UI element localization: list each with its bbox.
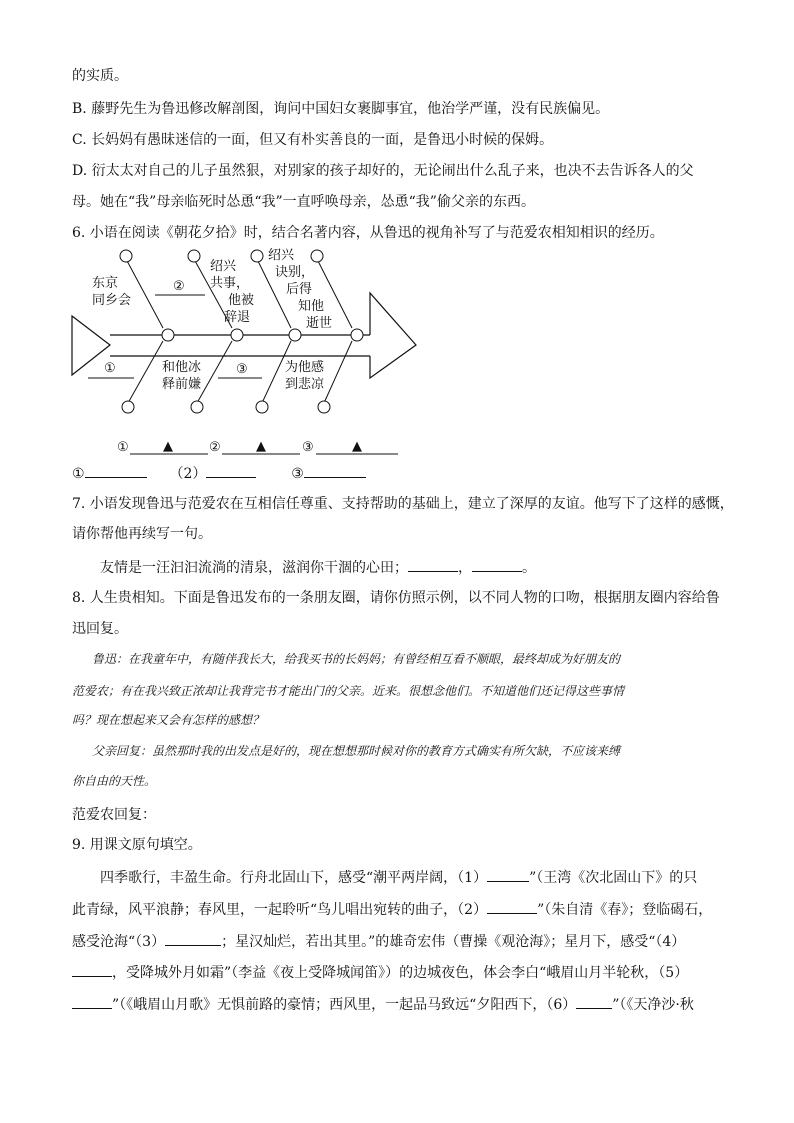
question-8-line1: 8. 人生贵相知。下面是鲁迅发布的一条朋友圈，请你仿照示例，以不同人物的口吻，根据朋友圈内容给鲁 bbox=[72, 590, 720, 606]
q9-blank-1[interactable] bbox=[487, 867, 529, 882]
triangle-1: ▲ bbox=[163, 439, 173, 454]
fishbone-diagram bbox=[0, 0, 794, 490]
branch-node bbox=[256, 401, 268, 413]
option-b: B. 藤野先生为鲁迅修改解剖图，询问中国妇女裹脚事宜，他治学严谨，没有民族偏见。 bbox=[72, 101, 610, 117]
q9-para-line4: ，受降城外月如霜”（李益《夜上受降城闻笛》）的边城夜色，体会李白“峨眉山月半轮秋，（5） bbox=[72, 962, 688, 982]
q9-para-line2: 此青绿，风平浪静；春风里，一起聆听“鸟儿唱出宛转的曲子，（2） ”（朱自清《春》；登临碣石， bbox=[72, 899, 712, 919]
question-6: 6. 小语在阅读《朝花夕拾》时，结合名著内容，从鲁迅的视角补写了与范爱农相知相识的经历。 bbox=[72, 225, 664, 241]
answer-label-3: ③ bbox=[291, 466, 304, 482]
label-tokyo: 东京同乡会 bbox=[92, 276, 132, 308]
branch-node bbox=[191, 401, 203, 413]
question-7-line1: 7. 小语发现鲁迅与范爱农在互相信任尊重、支持帮助的基础上，建立了深厚的友谊。他写下了这样的感慨， bbox=[72, 496, 734, 512]
q9-blank-5[interactable] bbox=[72, 994, 112, 1009]
label-blank-3: ③ bbox=[236, 362, 248, 377]
q9-blank-4[interactable] bbox=[72, 962, 112, 977]
moments-post-line2: 范爱农；有在我兴致正浓却让我背完书才能出门的父亲。近来。很想念他们。不知道他们还记得这些事情 bbox=[72, 684, 625, 698]
answer-blank-2[interactable] bbox=[206, 463, 256, 478]
branch-node bbox=[120, 250, 132, 262]
spine-node bbox=[351, 329, 363, 341]
father-reply-line2: 你自由的天性。 bbox=[72, 774, 157, 788]
answer-blank-1[interactable] bbox=[85, 463, 147, 478]
label-sorrow: 为他感到悲凉 bbox=[285, 360, 325, 392]
label-blank-2: ② bbox=[173, 279, 185, 294]
answer-label-2: （2） bbox=[169, 466, 207, 482]
branch-node bbox=[318, 401, 330, 413]
q9-blank-3[interactable] bbox=[165, 931, 221, 946]
spine-node bbox=[289, 329, 301, 341]
option-d-line1: D. 衍太太对自己的儿子虽然狠，对别家的孩子却好的，无论闹出什么乱子来，也决不去告诉各人的父 bbox=[72, 163, 694, 179]
answer-mark-3: ③ bbox=[302, 440, 314, 455]
fan-ainong-reply: 范爱农回复： bbox=[72, 807, 156, 823]
fish-head bbox=[370, 293, 416, 378]
label-shaoxing-work: 绍兴共事，他被辞退 bbox=[210, 259, 255, 325]
branch-node bbox=[251, 250, 263, 262]
answer-mark-1: ① bbox=[117, 440, 129, 455]
branch-node bbox=[188, 250, 200, 262]
label-reconcile: 和他冰释前嫌 bbox=[162, 360, 202, 392]
q9-para-line3: 感受沧海“（3） ；星汉灿烂，若出其里。”的雄奇宏伟（曹操《观沧海》；星月下，感受“（4） bbox=[72, 931, 685, 951]
triangle-2: ▲ bbox=[256, 439, 266, 454]
answer-label-1: ① bbox=[72, 466, 85, 482]
moments-post-line3: 吗？现在想起来又会有怎样的感想？ bbox=[72, 713, 265, 727]
option-d-line2: 母。她在“我”母亲临死时怂恿“我”一直呼唤母亲，怂恿“我”偷父亲的东西。 bbox=[72, 194, 535, 210]
q9-para-line5: ”（《峨眉山月歌》无惧前路的豪情；西风里，一起品马致远“夕阳西下，（6） ”（《天净沙·秋 bbox=[72, 994, 694, 1014]
q7-blank-1[interactable] bbox=[408, 557, 458, 572]
answer-mark-2: ② bbox=[209, 440, 221, 455]
option-c: C. 长妈妈有愚昧迷信的一面，但又有朴实善良的一面，是鲁迅小时候的保姆。 bbox=[72, 132, 554, 148]
branch-node bbox=[311, 250, 323, 262]
q9-blank-2[interactable] bbox=[487, 899, 537, 914]
question-7-prompt: 友情是一汪汩汩流淌的清泉，滋润你干涸的心田； ， 。 bbox=[100, 557, 536, 577]
label-blank-1: ① bbox=[104, 361, 116, 376]
q9-para-line1: 四季歌行，丰盈生命。行舟北固山下，感受“潮平两岸阔，（1） ”（王湾《次北固山下》的只 bbox=[100, 867, 697, 887]
answer-blank-3[interactable] bbox=[304, 463, 366, 478]
question-7-line2: 请你帮他再续写一句。 bbox=[72, 526, 212, 542]
question-8-line2: 迅回复。 bbox=[72, 621, 128, 637]
branch-node bbox=[122, 401, 134, 413]
question-9: 9. 用课文原句填空。 bbox=[72, 837, 202, 853]
spine-node bbox=[162, 329, 174, 341]
q9-blank-6[interactable] bbox=[576, 994, 612, 1009]
father-reply-line1: 父亲回复：虽然那时我的出发点是好的，现在想想那时候对你的教育方式确实有所欠缺，不应该来缚 bbox=[92, 744, 621, 758]
moments-post-line1: 鲁迅：在我童年中，有随伴我长大，给我买书的长妈妈；有曾经相互看不顺眼，最终却成为好朋友的 bbox=[92, 652, 621, 666]
q7-blank-2[interactable] bbox=[472, 557, 522, 572]
text-line: 的实质。 bbox=[72, 68, 128, 84]
label-shaoxing-farewell: 绍兴诀别，后得知他逝世 bbox=[268, 248, 333, 331]
spine-node bbox=[231, 329, 243, 341]
triangle-3: ▲ bbox=[352, 439, 362, 454]
answer-row-2 bbox=[72, 463, 366, 483]
